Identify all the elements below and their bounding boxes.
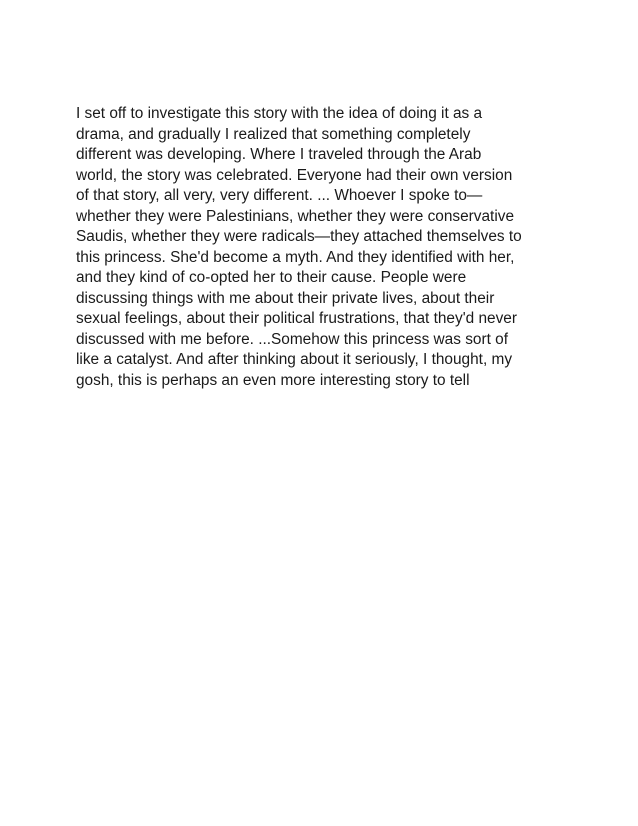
paragraph-line: of that story, all very, very different. ... Whoever I spoke to—: [76, 187, 483, 204]
quote-paragraph: [76, 104, 576, 391]
paragraph-line: whether they were Palestinians, whether they were conservative: [76, 207, 515, 225]
paragraph-line: I set off to investigate this story with the idea of doing it as a: [76, 105, 483, 122]
paragraph-line: this princess. She'd become a myth. And they identified with her,: [76, 248, 515, 266]
paragraph-line: and they kind of co-opted her to their cause. People were: [76, 269, 467, 286]
paragraph-line: drama, and gradually I realized that something completely: [76, 125, 471, 143]
paragraph-line: discussed with me before. ...Somehow this princess was sort of: [76, 330, 508, 348]
paragraph-line: like a catalyst. And after thinking about it seriously, I thought, my: [76, 351, 513, 368]
paragraph-line: sexual feelings, about their political frustrations, that they'd never: [76, 310, 517, 327]
paragraph-line: gosh, this is perhaps an even more interesting story to tell: [76, 371, 470, 389]
paragraph-line: world, the story was celebrated. Everyone had their own version: [76, 166, 513, 184]
paragraph-line: discussing things with me about their private lives, about their: [76, 289, 495, 307]
paragraph-line: different was developing. Where I traveled through the Arab: [76, 146, 482, 163]
paragraph-line: Saudis, whether they were radicals—they attached themselves to: [76, 228, 522, 245]
